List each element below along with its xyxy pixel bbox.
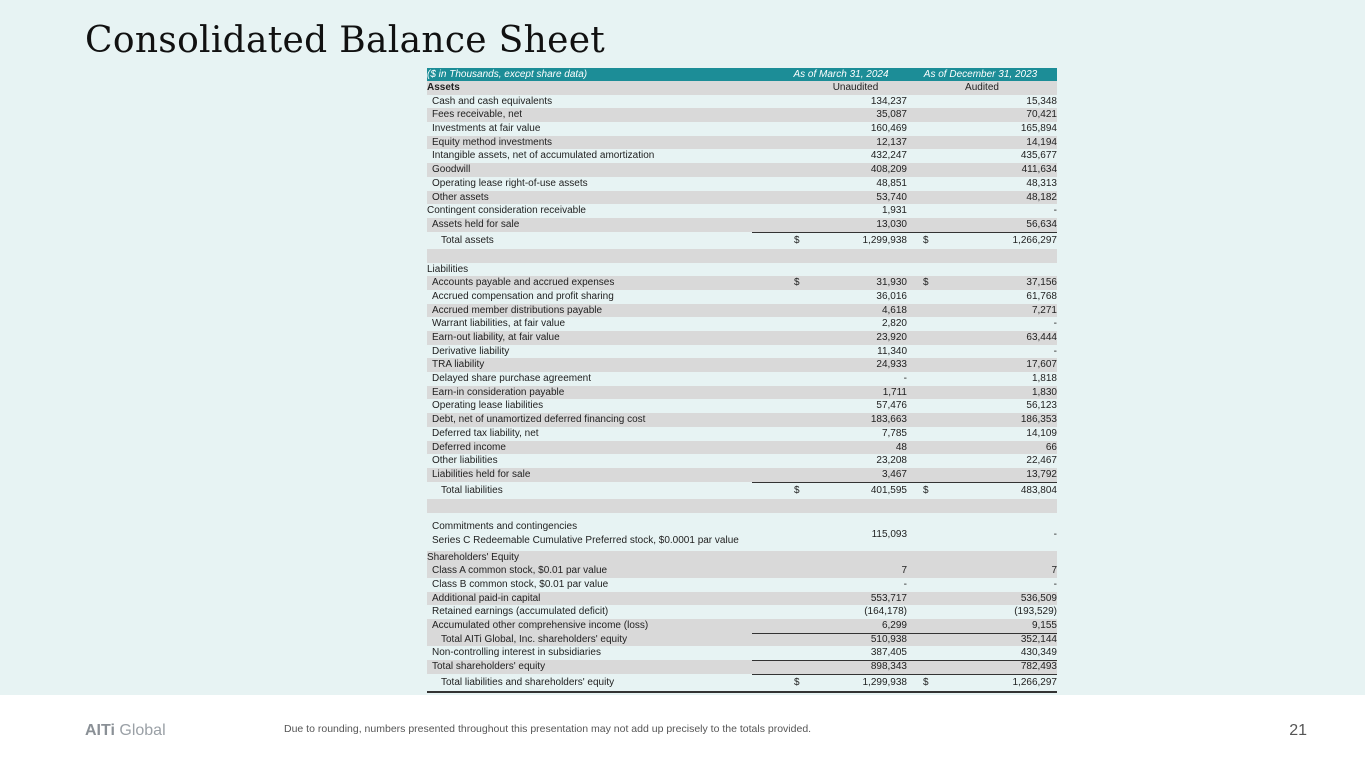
- value-2024: 31,930: [876, 277, 907, 289]
- value-2023: 61,768: [1026, 290, 1057, 302]
- table-row: [427, 177, 1057, 191]
- footnote: Due to rounding, numbers presented throughout this presentation may not add up precisely to the totals provided.: [284, 723, 812, 735]
- table-row: [427, 345, 1057, 359]
- row-label: Operating lease right-of-use assets: [432, 177, 588, 189]
- value-2024: 401,595: [870, 484, 907, 496]
- row-label: Investments at fair value: [432, 123, 541, 135]
- value-2023: 165,894: [1020, 123, 1057, 135]
- value-2024: 23,920: [876, 332, 907, 343]
- value-2024: 48,851: [876, 177, 907, 189]
- table-row: [427, 372, 1057, 386]
- nci-row: [427, 646, 1057, 660]
- header-col-dec-2023: As of December 31, 2023: [923, 69, 1038, 80]
- value-2024: 3,467: [881, 468, 907, 480]
- equity-heading-row: [427, 551, 1057, 565]
- row-label: Additional paid-in capital: [432, 592, 541, 604]
- dollar-sign: $: [923, 234, 929, 246]
- value-2023: (193,529): [1014, 606, 1057, 618]
- spacer-row: [427, 249, 1057, 263]
- value-2023: 1,266,297: [1012, 676, 1057, 688]
- row-label: Other assets: [432, 191, 489, 203]
- value-2023: -: [1053, 318, 1057, 330]
- value-2024: 48: [895, 441, 907, 453]
- row-label: Intangible assets, net of accumulated amortization: [432, 150, 655, 162]
- dollar-sign: $: [794, 277, 800, 289]
- table-row: [427, 413, 1057, 427]
- table-row: [427, 578, 1057, 592]
- value-2023: 17,607: [1026, 359, 1057, 371]
- row-label: Retained earnings (accumulated deficit): [432, 606, 609, 618]
- value-2024: -: [903, 373, 907, 385]
- value-2024: 1,299,938: [862, 676, 907, 688]
- total-assets-row: [427, 232, 1057, 249]
- row-label: Total assets: [441, 234, 494, 246]
- value-2023: 13,792: [1026, 468, 1057, 480]
- table-row: [427, 386, 1057, 400]
- table-row: [427, 605, 1057, 619]
- value-2024: 1,299,938: [862, 234, 907, 246]
- value-2023: 56,123: [1026, 400, 1057, 412]
- row-label: Accrued compensation and profit sharing: [432, 290, 614, 302]
- row-label: Fees receivable, net: [432, 109, 523, 121]
- value-2023: 48,182: [1026, 191, 1057, 203]
- row-label: Earn-out liability, at fair value: [432, 332, 560, 343]
- table-row: [427, 358, 1057, 372]
- value-2023: 435,677: [1020, 150, 1057, 162]
- value-2023: 14,109: [1026, 427, 1057, 439]
- unaudited-label: Unaudited: [832, 82, 879, 93]
- table-header: [427, 68, 1057, 81]
- value-2024: 7: [901, 565, 907, 577]
- table-row: [427, 304, 1057, 318]
- value-2024: 2,820: [881, 318, 907, 330]
- row-label: Warrant liabilities, at fair value: [432, 318, 566, 330]
- value-2023: 37,156: [1026, 277, 1057, 289]
- table-row: [427, 619, 1057, 633]
- value-2023: 782,493: [1020, 661, 1057, 673]
- row-label: Other liabilities: [432, 455, 498, 467]
- table-row: [427, 427, 1057, 441]
- value-2024: 432,247: [870, 150, 907, 162]
- total-aiti-equity-row: [427, 633, 1057, 647]
- table-row: [427, 276, 1057, 290]
- value-2024: 510,938: [870, 633, 907, 645]
- dollar-sign: $: [794, 234, 800, 246]
- audited-label: Audited: [965, 82, 999, 93]
- value-2023: 15,348: [1026, 95, 1057, 107]
- table-row: [427, 454, 1057, 468]
- value-2024: 115,093: [871, 528, 907, 540]
- value-2024: 134,237: [870, 95, 907, 107]
- table-row: [427, 204, 1057, 218]
- value-2024: -: [903, 578, 907, 590]
- value-2023: 56,634: [1026, 218, 1057, 230]
- row-label: Cash and cash equivalents: [432, 95, 553, 107]
- table-row: [427, 163, 1057, 177]
- equity-heading: Shareholders' Equity: [427, 551, 519, 563]
- dollar-sign: $: [923, 277, 929, 289]
- value-2023: 7,271: [1031, 304, 1057, 316]
- row-label: Total liabilities and shareholders' equity: [441, 676, 615, 688]
- value-2023: 66: [1045, 441, 1057, 453]
- value-2024: 57,476: [876, 400, 907, 412]
- value-2024: 4,618: [881, 304, 907, 316]
- row-label: Total shareholders' equity: [432, 661, 546, 673]
- value-2024: 35,087: [876, 109, 907, 121]
- commitments-label: Commitments and contingencies: [432, 520, 578, 532]
- liabilities-heading: Liabilities: [427, 263, 469, 275]
- value-2023: 536,509: [1020, 592, 1057, 604]
- value-2023: -: [1053, 205, 1057, 217]
- value-2024: 23,208: [876, 455, 907, 467]
- table-row: [427, 149, 1057, 163]
- preferred-label: Series C Redeemable Cumulative Preferred stock, $0.0001 par value: [432, 534, 739, 546]
- page-number: 21: [1289, 722, 1307, 739]
- value-2023: 70,421: [1026, 109, 1057, 121]
- logo-bold: AITi: [85, 722, 115, 739]
- dollar-sign: $: [794, 484, 800, 496]
- row-label: Earn-in consideration payable: [432, 386, 565, 398]
- total-liabilities-equity-row: [427, 674, 1057, 693]
- row-label: Total liabilities: [441, 484, 503, 496]
- value-2024: 11,340: [877, 345, 907, 357]
- value-2023: 1,830: [1031, 386, 1057, 398]
- table-row: [427, 317, 1057, 331]
- table-row: [427, 564, 1057, 578]
- table-row: [427, 191, 1057, 205]
- row-label: TRA liability: [432, 359, 485, 371]
- value-2024: 13,030: [876, 218, 907, 230]
- table-row: [427, 468, 1057, 482]
- total-liabilities-row: [427, 482, 1057, 499]
- row-label: Deferred tax liability, net: [432, 427, 539, 439]
- row-label: Debt, net of unamortized deferred financing cost: [432, 414, 646, 426]
- page-title: Consolidated Balance Sheet: [85, 20, 606, 61]
- row-label: Deferred income: [432, 441, 506, 453]
- preferred-stock-row: [427, 513, 1057, 551]
- value-2024: 12,137: [876, 136, 907, 148]
- value-2023: 48,313: [1026, 177, 1057, 189]
- table-row: [427, 331, 1057, 345]
- value-2024: 160,469: [870, 123, 907, 135]
- logo-rest: Global: [114, 722, 166, 739]
- value-2023: 411,634: [1021, 164, 1057, 176]
- table-row: [427, 399, 1057, 413]
- company-logo: [85, 722, 166, 740]
- value-2023: 14,194: [1026, 136, 1057, 148]
- value-2024: 408,209: [870, 164, 907, 176]
- table-row: [427, 136, 1057, 150]
- row-label: Assets held for sale: [432, 218, 520, 230]
- value-2024: 36,016: [876, 290, 907, 302]
- dollar-sign: $: [794, 676, 800, 688]
- row-label: Contingent consideration receivable: [427, 205, 586, 217]
- row-label: Equity method investments: [432, 136, 553, 148]
- value-2023: 1,266,297: [1012, 234, 1057, 246]
- value-2024: 1,711: [882, 386, 907, 398]
- total-equity-row: [427, 660, 1057, 674]
- table-row: [427, 441, 1057, 455]
- liabilities-heading-row: [427, 263, 1057, 277]
- row-label: Accounts payable and accrued expenses: [432, 277, 615, 289]
- table-row: [427, 290, 1057, 304]
- value-2024: 7,785: [881, 427, 907, 439]
- row-label: Accrued member distributions payable: [432, 304, 603, 316]
- row-label: Non-controlling interest in subsidiaries: [432, 647, 601, 659]
- balance-sheet-table: [427, 68, 1057, 693]
- row-label: Delayed share purchase agreement: [432, 373, 591, 385]
- row-label: Goodwill: [432, 164, 471, 176]
- value-2023: -: [1053, 578, 1057, 590]
- value-2024: 53,740: [876, 191, 907, 203]
- row-label: Class A common stock, $0.01 par value: [432, 565, 608, 577]
- assets-heading: Assets: [427, 82, 460, 93]
- value-2023: 483,804: [1020, 484, 1057, 496]
- row-label: Total AITi Global, Inc. shareholders' equity: [441, 633, 628, 645]
- value-2023: 430,349: [1020, 647, 1057, 659]
- assets-heading-row: [427, 81, 1057, 95]
- row-label: Accumulated other comprehensive income (loss): [432, 620, 649, 631]
- value-2024: 24,933: [876, 359, 907, 371]
- table-row: [427, 122, 1057, 136]
- table-row: [427, 95, 1057, 109]
- row-label: Class B common stock, $0.01 par value: [432, 578, 609, 590]
- row-label: Derivative liability: [432, 345, 510, 357]
- table-row: [427, 108, 1057, 122]
- value-2023: 9,155: [1031, 620, 1057, 631]
- value-2024: 6,299: [881, 620, 907, 631]
- dollar-sign: $: [923, 676, 929, 688]
- value-2024: (164,178): [864, 606, 907, 618]
- dollar-sign: $: [923, 484, 929, 496]
- value-2023: -: [1053, 345, 1057, 357]
- row-label: Operating lease liabilities: [432, 400, 544, 412]
- value-2024: 1,931: [881, 205, 907, 217]
- table-row: [427, 592, 1057, 606]
- value-2024: 553,717: [870, 592, 907, 604]
- value-2023: 1,818: [1031, 373, 1057, 385]
- value-2023: 352,144: [1020, 633, 1057, 645]
- spacer-row: [427, 499, 1057, 513]
- table-row: [427, 218, 1057, 232]
- value-2024: 183,663: [870, 414, 907, 426]
- value-2023: 7: [1051, 565, 1057, 577]
- header-units-label: ($ in Thousands, except share data): [427, 69, 588, 80]
- value-2023: -: [1053, 528, 1057, 540]
- value-2024: 387,405: [870, 647, 907, 659]
- row-label: Liabilities held for sale: [432, 468, 531, 480]
- value-2023: 186,353: [1020, 414, 1057, 426]
- header-col-mar-2024: As of March 31, 2024: [793, 69, 889, 80]
- value-2023: 22,467: [1026, 455, 1057, 467]
- value-2023: 63,444: [1026, 332, 1057, 343]
- value-2024: 898,343: [870, 661, 907, 673]
